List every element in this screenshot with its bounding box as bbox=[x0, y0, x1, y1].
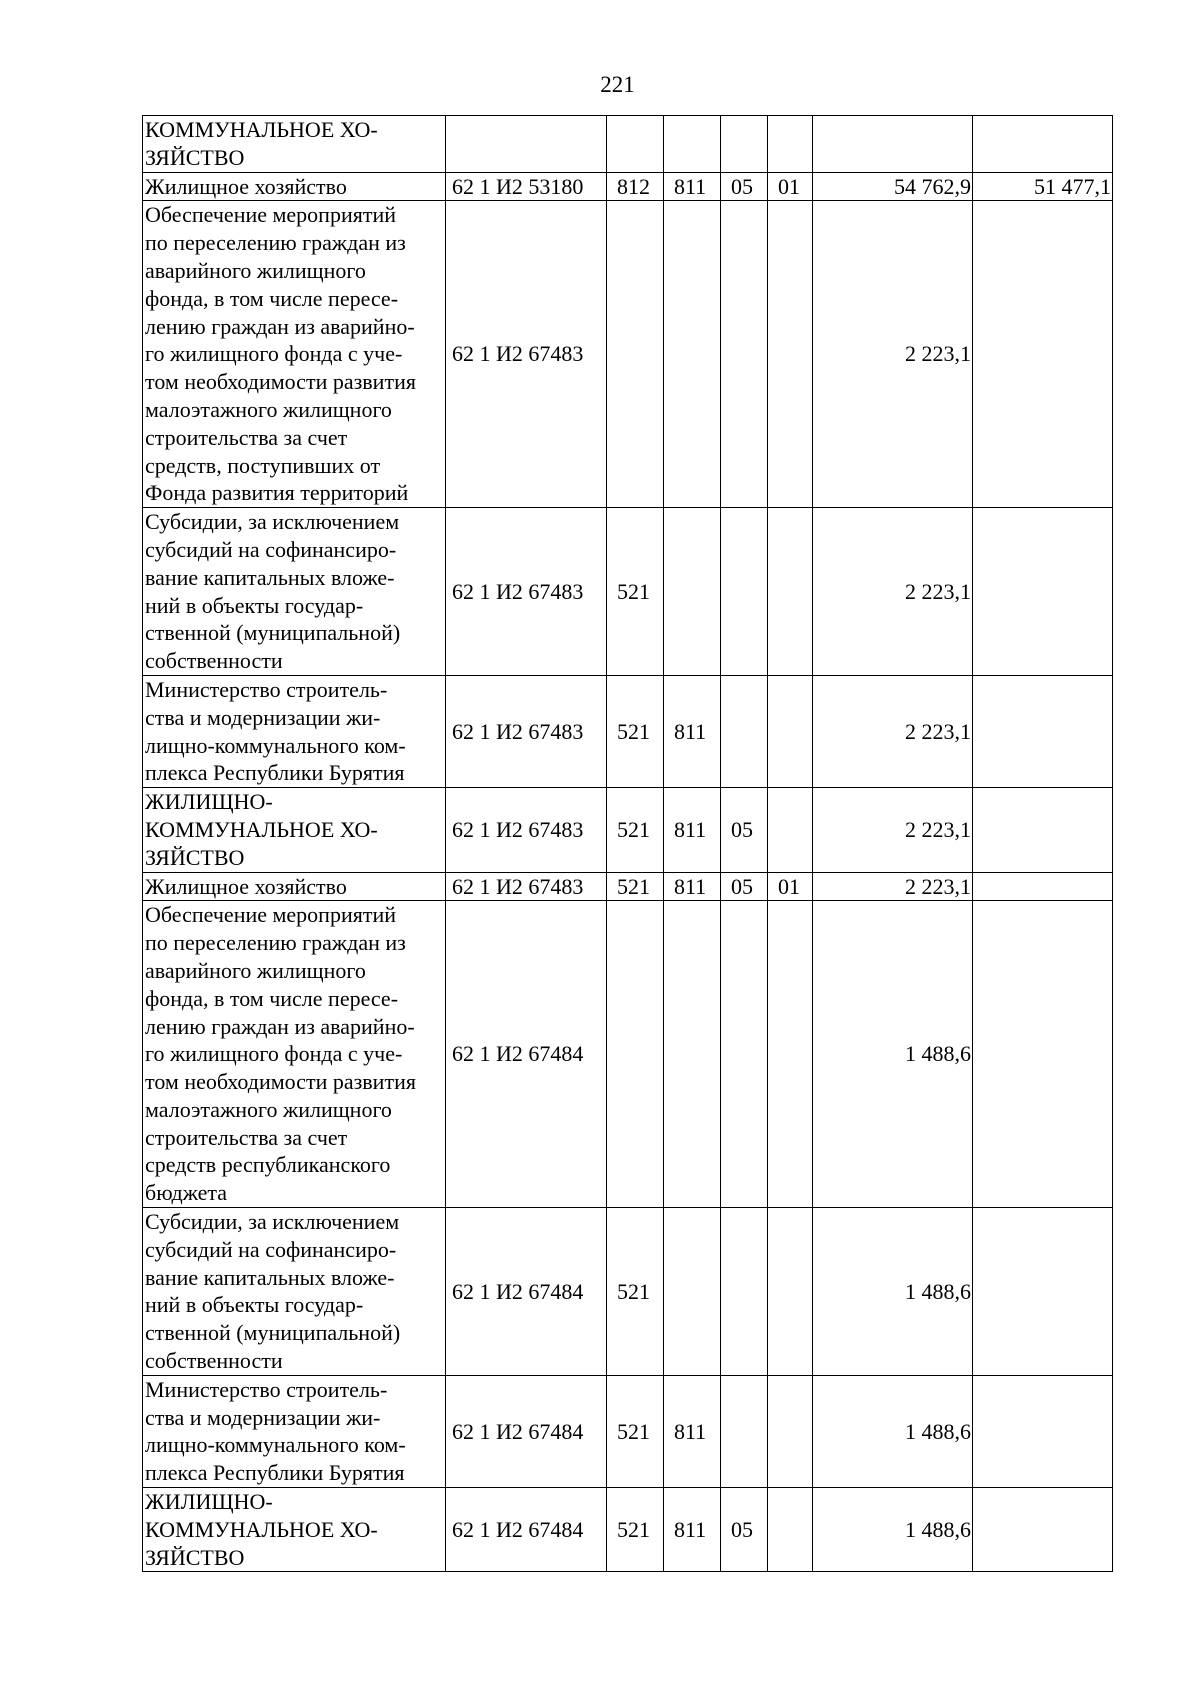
amount-year2-cell bbox=[973, 788, 1113, 872]
item-name-line: Жилищное хозяйство bbox=[145, 873, 347, 899]
ministry-code-cell bbox=[664, 116, 721, 173]
ministry-code-cell bbox=[664, 508, 721, 676]
table-row bbox=[143, 116, 1113, 173]
subsection-cell: 01 bbox=[768, 872, 813, 901]
budget-table bbox=[142, 115, 1113, 1572]
ministry-code-cell bbox=[664, 901, 721, 1208]
item-name-cell bbox=[143, 1488, 446, 1572]
item-name-line: лищно-коммунального ком- bbox=[145, 1432, 406, 1458]
item-name-line: КОММУНАЛЬНОЕ ХО- bbox=[145, 117, 378, 142]
target-article-cell: 62 1 И2 67484 bbox=[446, 1375, 607, 1487]
subsection-cell bbox=[768, 675, 813, 787]
item-name-line: ственной (муниципальной) bbox=[145, 620, 401, 646]
ministry-code-cell: 811 bbox=[664, 172, 721, 201]
item-name-cell bbox=[143, 116, 446, 173]
item-name-line: аварийного жилищного bbox=[145, 257, 366, 283]
amount-year1-cell: 54 762,9 bbox=[813, 172, 973, 201]
amount-year1-cell: 2 223,1 bbox=[813, 788, 973, 872]
ministry-code-cell: 811 bbox=[664, 1375, 721, 1487]
target-article-cell: 62 1 И2 67483 bbox=[446, 872, 607, 901]
item-name-line: го жилищного фонда с уче- bbox=[145, 341, 403, 367]
table-row bbox=[143, 788, 1113, 872]
amount-year2-cell bbox=[973, 901, 1113, 1208]
item-name-line: по переселению граждан из bbox=[145, 930, 406, 956]
item-name-cell bbox=[143, 1375, 446, 1487]
item-name-line: строительства за счет bbox=[145, 424, 348, 450]
item-name-cell bbox=[143, 172, 446, 201]
item-name-line: бюджета bbox=[145, 1180, 228, 1206]
item-name-line: малоэтажного жилищного bbox=[145, 396, 392, 422]
table-row bbox=[143, 508, 1113, 676]
item-name-line: Министерство строитель- bbox=[145, 676, 388, 702]
ministry-code-cell: 811 bbox=[664, 788, 721, 872]
section-cell: 05 bbox=[721, 172, 768, 201]
item-name-line: Обеспечение мероприятий bbox=[145, 202, 397, 228]
item-name-line: фонда, в том числе пересе- bbox=[145, 985, 399, 1011]
item-name-line: ЗЯЙСТВО bbox=[145, 144, 245, 170]
item-name-line: субсидий на софинансиро- bbox=[145, 1236, 397, 1262]
item-name-line: вание капитальных вложе- bbox=[145, 1264, 395, 1290]
table-row bbox=[143, 1375, 1113, 1487]
item-name-line: плекса Республики Бурятия bbox=[145, 1460, 405, 1486]
subsection-cell bbox=[768, 201, 813, 508]
item-name-line: ЖИЛИЩНО- bbox=[145, 789, 273, 815]
target-article-cell: 62 1 И2 67483 bbox=[446, 508, 607, 676]
item-name-line: КОММУНАЛЬНОЕ ХО- bbox=[145, 1516, 378, 1542]
amount-year1-cell: 2 223,1 bbox=[813, 872, 973, 901]
amount-year2-cell bbox=[973, 1488, 1113, 1572]
expense-type-cell: 521 bbox=[607, 1208, 664, 1376]
section-cell: 05 bbox=[721, 1488, 768, 1572]
item-name-line: малоэтажного жилищного bbox=[145, 1096, 392, 1122]
item-name-line: ний в объекты государ- bbox=[145, 1292, 364, 1318]
expense-type-cell: 521 bbox=[607, 675, 664, 787]
target-article-cell: 62 1 И2 67483 bbox=[446, 788, 607, 872]
subsection-cell bbox=[768, 1208, 813, 1376]
section-cell bbox=[721, 116, 768, 173]
target-article-cell: 62 1 И2 67484 bbox=[446, 1488, 607, 1572]
amount-year2-cell bbox=[973, 1208, 1113, 1376]
expense-type-cell: 521 bbox=[607, 872, 664, 901]
subsection-cell bbox=[768, 1488, 813, 1572]
amount-year2-cell bbox=[973, 508, 1113, 676]
amount-year1-cell: 1 488,6 bbox=[813, 1208, 973, 1376]
table-body bbox=[143, 116, 1113, 1572]
subsection-cell bbox=[768, 508, 813, 676]
item-name-line: лищно-коммунального ком- bbox=[145, 732, 406, 758]
amount-year2-cell bbox=[973, 675, 1113, 787]
target-article-cell bbox=[446, 116, 607, 173]
section-cell bbox=[721, 508, 768, 676]
item-name-cell bbox=[143, 901, 446, 1208]
ministry-code-cell bbox=[664, 201, 721, 508]
item-name-line: аварийного жилищного bbox=[145, 957, 366, 983]
expense-type-cell bbox=[607, 201, 664, 508]
section-cell: 05 bbox=[721, 788, 768, 872]
target-article-cell: 62 1 И2 67484 bbox=[446, 901, 607, 1208]
ministry-code-cell: 811 bbox=[664, 1488, 721, 1572]
item-name-line: вание капитальных вложе- bbox=[145, 564, 395, 590]
item-name-line: лению граждан из аварийно- bbox=[145, 1013, 415, 1039]
item-name-cell bbox=[143, 788, 446, 872]
subsection-cell bbox=[768, 901, 813, 1208]
item-name-line: Министерство строитель- bbox=[145, 1376, 388, 1402]
item-name-line: Субсидии, за исключением bbox=[145, 1209, 400, 1235]
table-row bbox=[143, 172, 1113, 201]
table-row bbox=[143, 901, 1113, 1208]
item-name-line: Фонда развития территорий bbox=[145, 480, 409, 506]
item-name-line: ЗЯЙСТВО bbox=[145, 844, 245, 870]
expense-type-cell bbox=[607, 116, 664, 173]
item-name-line: ЖИЛИЩНО- bbox=[145, 1489, 273, 1515]
ministry-code-cell: 811 bbox=[664, 675, 721, 787]
section-cell: 05 bbox=[721, 872, 768, 901]
expense-type-cell: 812 bbox=[607, 172, 664, 201]
item-name-line: лению граждан из аварийно- bbox=[145, 313, 415, 339]
item-name-line: фонда, в том числе пересе- bbox=[145, 285, 399, 311]
item-name-line: строительства за счет bbox=[145, 1124, 348, 1150]
item-name-line: собственности bbox=[145, 648, 283, 674]
table-row bbox=[143, 675, 1113, 787]
table-row bbox=[143, 872, 1113, 901]
subsection-cell bbox=[768, 1375, 813, 1487]
expense-type-cell: 521 bbox=[607, 1375, 664, 1487]
amount-year1-cell: 2 223,1 bbox=[813, 508, 973, 676]
item-name-line: Обеспечение мероприятий bbox=[145, 902, 397, 928]
amount-year2-cell bbox=[973, 1375, 1113, 1487]
item-name-line: ний в объекты государ- bbox=[145, 592, 364, 618]
item-name-cell bbox=[143, 1208, 446, 1376]
item-name-line: го жилищного фонда с уче- bbox=[145, 1041, 403, 1067]
item-name-line: субсидий на софинансиро- bbox=[145, 536, 397, 562]
section-cell bbox=[721, 201, 768, 508]
section-cell bbox=[721, 901, 768, 1208]
target-article-cell: 62 1 И2 67483 bbox=[446, 201, 607, 508]
table-row bbox=[143, 201, 1113, 508]
item-name-line: собственности bbox=[145, 1348, 283, 1374]
target-article-cell: 62 1 И2 67483 bbox=[446, 675, 607, 787]
target-article-cell: 62 1 И2 67484 bbox=[446, 1208, 607, 1376]
table-row bbox=[143, 1208, 1113, 1376]
item-name-line: том необходимости развития bbox=[145, 1069, 416, 1095]
amount-year2-cell bbox=[973, 872, 1113, 901]
amount-year1-cell: 2 223,1 bbox=[813, 675, 973, 787]
section-cell bbox=[721, 675, 768, 787]
amount-year1-cell: 2 223,1 bbox=[813, 201, 973, 508]
amount-year2-cell bbox=[973, 201, 1113, 508]
item-name-line: Жилищное хозяйство bbox=[145, 173, 347, 199]
ministry-code-cell bbox=[664, 1208, 721, 1376]
page-number: 221 bbox=[600, 72, 635, 97]
item-name-cell bbox=[143, 201, 446, 508]
subsection-cell: 01 bbox=[768, 172, 813, 201]
ministry-code-cell: 811 bbox=[664, 872, 721, 901]
item-name-line: ства и модернизации жи- bbox=[145, 1404, 381, 1430]
item-name-line: ства и модернизации жи- bbox=[145, 704, 381, 730]
target-article-cell: 62 1 И2 53180 bbox=[446, 172, 607, 201]
amount-year1-cell: 1 488,6 bbox=[813, 901, 973, 1208]
item-name-line: плекса Республики Бурятия bbox=[145, 760, 405, 786]
amount-year1-cell: 1 488,6 bbox=[813, 1488, 973, 1572]
section-cell bbox=[721, 1208, 768, 1376]
item-name-cell bbox=[143, 508, 446, 676]
table-row bbox=[143, 1488, 1113, 1572]
expense-type-cell: 521 bbox=[607, 788, 664, 872]
expense-type-cell: 521 bbox=[607, 508, 664, 676]
item-name-line: средств республиканского bbox=[145, 1152, 391, 1178]
expense-type-cell: 521 bbox=[607, 1488, 664, 1572]
item-name-line: по переселению граждан из bbox=[145, 230, 406, 256]
item-name-line: средств, поступивших от bbox=[145, 452, 381, 478]
section-cell bbox=[721, 1375, 768, 1487]
item-name-line: КОММУНАЛЬНОЕ ХО- bbox=[145, 816, 378, 842]
amount-year1-cell: 1 488,6 bbox=[813, 1375, 973, 1487]
subsection-cell bbox=[768, 788, 813, 872]
item-name-cell bbox=[143, 872, 446, 901]
item-name-line: том необходимости развития bbox=[145, 369, 416, 395]
amount-year2-cell bbox=[973, 116, 1113, 173]
subsection-cell bbox=[768, 116, 813, 173]
expense-type-cell bbox=[607, 901, 664, 1208]
item-name-cell bbox=[143, 675, 446, 787]
item-name-line: ЗЯЙСТВО bbox=[145, 1544, 245, 1570]
amount-year1-cell bbox=[813, 116, 973, 173]
item-name-line: Субсидии, за исключением bbox=[145, 509, 400, 535]
amount-year2-cell: 51 477,1 bbox=[973, 172, 1113, 201]
item-name-line: ственной (муниципальной) bbox=[145, 1320, 401, 1346]
